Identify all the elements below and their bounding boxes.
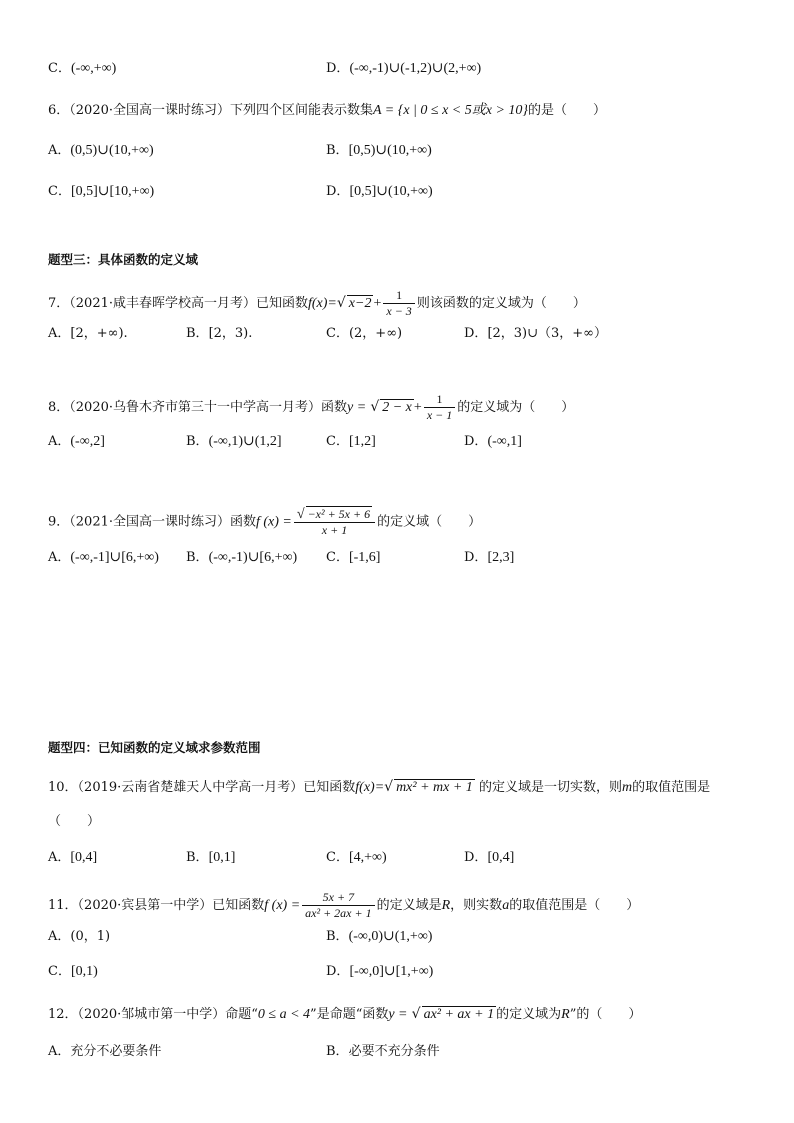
q11-option-c: C．[0,1) xyxy=(48,964,98,979)
q8-option-c: C．[1,2] xyxy=(326,434,376,449)
section-4-heading: 题型四：已知函数的定义域求参数范围 xyxy=(48,740,261,755)
q9-option-b: B．(-∞,-1)∪[6,+∞) xyxy=(186,550,298,565)
q7-stem: 7．（2021·咸丰春晖学校高一月考）已知函数f(x)=√ x−2 + $\frac{1}{x - 3}$ 则该函数的定义域为（ ） xyxy=(48,288,586,318)
q8-fraction: $\frac{1}{x - 1}$ xyxy=(424,392,455,423)
q5-option-d: D．(-∞,-1)∪(-1,2)∪(2,+∞) xyxy=(326,61,482,76)
q7-option-d: D．[2，3)∪（3，+∞） xyxy=(464,326,608,341)
q7-fraction: $\frac{1}{x - 3}$ xyxy=(383,288,414,319)
q10-stem: 10．（2019·云南省楚雄天人中学高一月考）已知函数f(x)=√ mx² + mx + 1 的定义域是一切实数，则m的取值范围是 xyxy=(48,779,711,795)
q6-option-a: A．(0,5)∪(10,+∞) xyxy=(48,143,154,158)
q12-option-a: A．充分不必要条件 xyxy=(48,1044,162,1059)
q6-option-c: C．[0,5]∪[10,+∞) xyxy=(48,184,155,199)
q7-option-c: C．(2，+∞) xyxy=(326,326,403,341)
q10-paren: （ ） xyxy=(48,814,101,829)
q8-stem: 8．（2020·乌鲁木齐市第三十一中学高一月考）函数y = √ 2 − x + $\frac{1}{x - 1}$ 的定义域为（ ） xyxy=(48,392,575,422)
q8-radicand: 2 − x xyxy=(382,400,412,415)
q11-stem: 11．（2020·宾县第一中学）已知函数f (x) = $\frac{5x + 7}{\text{ax² + 2ax + 1}}$ 的定义域是R，则实数a的取值范围是（ ） xyxy=(48,890,640,920)
q10-option-b: B．[0,1] xyxy=(186,850,236,865)
q9-option-c: C．[-1,6] xyxy=(326,550,381,565)
q9-option-a: A．(-∞,-1]∪[6,+∞) xyxy=(48,550,159,565)
q7-radicand: x−2 xyxy=(348,296,372,311)
q12-radicand: ax² + ax + 1 xyxy=(423,1007,495,1022)
q10-option-c: C．[4,+∞) xyxy=(326,850,387,865)
q8-option-a: A．(-∞,2] xyxy=(48,434,105,449)
q12-option-b: B．必要不充分条件 xyxy=(326,1044,440,1059)
q7-option-a: A．[2，+∞). xyxy=(48,326,128,341)
q8-option-b: B．(-∞,1)∪(1,2] xyxy=(186,434,282,449)
section-3-heading: 题型三：具体函数的定义域 xyxy=(48,252,199,267)
q6-option-b: B．[0,5)∪(10,+∞) xyxy=(326,143,432,158)
q12-stem: 12．（2020·邹城市第一中学）命题“0 ≤ a < 4”是命题“函数y = √ ax² + ax + 1 的定义域为R”的（ ） xyxy=(48,1006,642,1022)
q9-option-d: D．[2,3] xyxy=(464,550,515,565)
q9-fraction: $\frac{\text{√ −x² + 5x + 6}}{x + 1}$ xyxy=(294,506,375,538)
q11-option-b: B．(-∞,0)∪(1,+∞) xyxy=(326,929,433,944)
q5-option-c: C．(-∞,+∞) xyxy=(48,61,117,76)
q6-stem: 6．（2020·全国高一课时练习）下列四个区间能表示数集A = {x | 0 ≤ x < 5或x > 10}的是（ ） xyxy=(48,103,607,118)
q8-option-d: D．(-∞,1] xyxy=(464,434,522,449)
q11-option-d: D．[-∞,0]∪[1,+∞) xyxy=(326,964,434,979)
q7-option-b: B．[2，3). xyxy=(186,326,253,341)
q6-option-d: D．[0,5]∪(10,+∞) xyxy=(326,184,433,199)
q10-radicand: mx² + mx + 1 xyxy=(396,780,473,795)
q9-stem: 9．（2021·全国高一课时练习）函数f (x) = $\frac{\text{√ −x² + 5x + 6}}{x + 1}$ 的定义域（ ） xyxy=(48,507,482,537)
q10-option-a: A．[0,4] xyxy=(48,850,98,865)
q11-fraction: $\frac{5x + 7}{\text{ax² + 2ax + 1}}$ xyxy=(302,890,374,921)
q11-option-a: A．(0，1) xyxy=(48,929,111,944)
q10-option-d: D．[0,4] xyxy=(464,850,515,865)
